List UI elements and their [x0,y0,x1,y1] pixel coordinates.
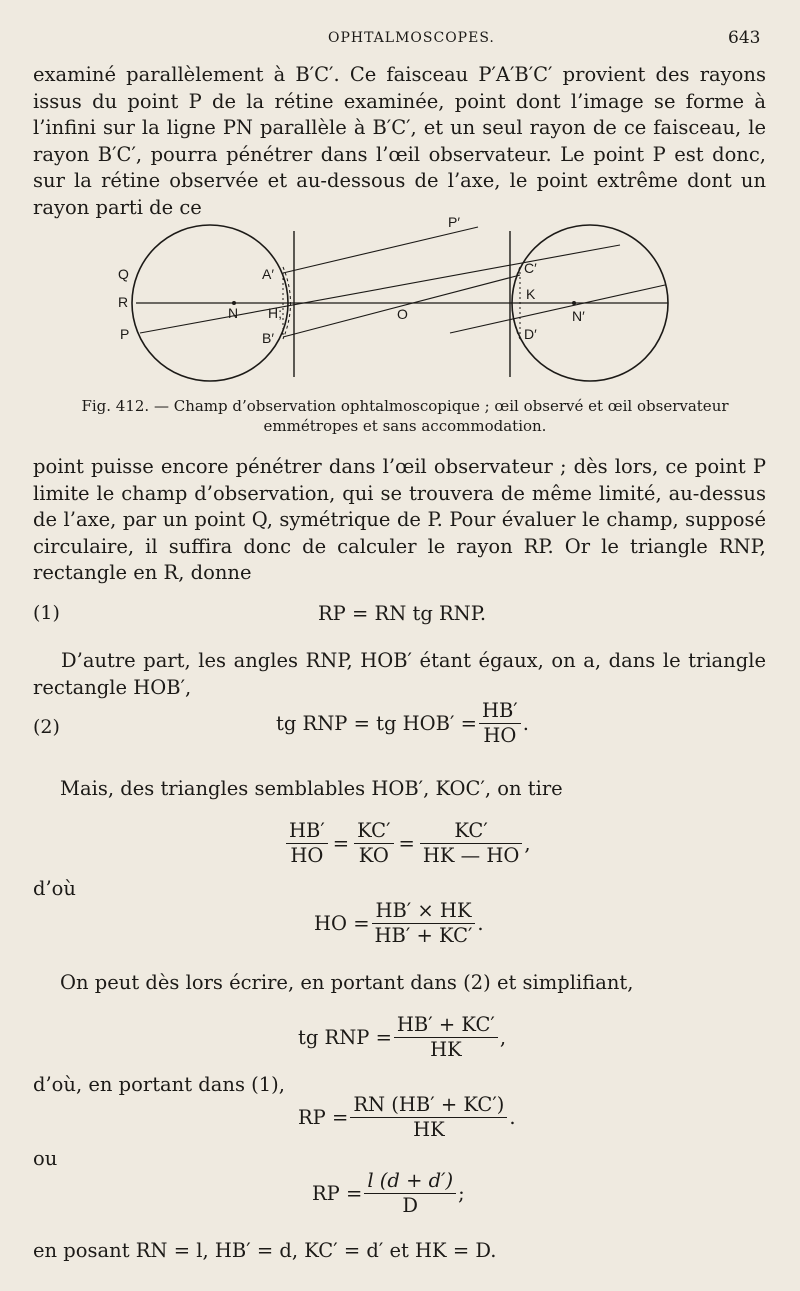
paragraph-3: D’autre part, les angles RNP, HOB′ étant égaux, on a, dans le triangle rectangle HOB′, [33,649,766,699]
fraction-denominator: D [402,1194,419,1217]
equation-5-expr [298,1014,506,1061]
line-dou-1: d’où [33,877,76,900]
label-H: H; [268,305,282,321]
label-B: B′ [262,330,274,346]
equation-4-fraction [372,900,476,947]
line-dou-2: d’où, en portant dans (1), [33,1073,285,1096]
equation-7-fraction [364,1170,456,1217]
equation-3-fraction-2 [354,820,393,867]
equation-3-end: , [524,832,531,855]
line-on-peut: On peut dès lors écrire, en portant dans (2) et simplifiant, [60,971,634,994]
paragraph-1: examiné parallèlement à B′C′. Ce faisceau P′A′B′C′ provient des rayons issus du point P de la rétine examinée, point dont l’image se forme à l’infini sur la ligne PN parallèle à B′C′, et un seul rayon de ce faisceau, le rayon B′C′, pourra pénétrer dans l’œil observateur. Le point P est donc, sur la rétine observée et au-dessous de l’axe, le point extrême dont un rayon parti de ce [33,63,766,219]
fraction-numerator: HB′ [286,820,328,844]
fraction-denominator: HK [413,1118,445,1141]
fraction-denominator: HO [483,724,517,747]
fraction-denominator: HK — HO [422,844,520,867]
ray-D-Nprime [450,285,665,333]
label-D: D′ [524,326,537,342]
equation-6-expr [298,1094,516,1141]
equation-7-expr [312,1170,465,1217]
equation-4-end: . [477,912,484,935]
caption-line-2: emmétropes et sans accommodation. [263,417,547,435]
equation-2-lhs: tg RNP = tg HOB′ = [276,712,477,735]
running-title: OPHTALMOSCOPES. [328,30,495,46]
label-P: P [120,326,130,342]
line-ou: ou [33,1147,58,1170]
fraction-denominator: HO [290,844,324,867]
fraction-numerator: l (d + d′) [364,1170,456,1194]
equation-7-end: ; [458,1182,465,1205]
fraction-numerator: HB′ [479,700,521,724]
label-K: K [526,286,536,302]
line-mais: Mais, des triangles semblables HOB′, KOC′, on tire [60,777,563,800]
fraction-numerator: RN (HB′ + KC′) [350,1094,507,1118]
fraction-denominator: HB′ + KC′ [374,924,473,947]
fraction-denominator: HK [430,1038,462,1061]
fraction-numerator: KC′ [420,820,522,844]
fraction-denominator: KO [358,844,389,867]
fraction-numerator: HB′ + KC′ [394,1014,498,1038]
page-number: 643 [728,28,761,48]
fraction-numerator: HB′ × HK [372,900,476,924]
line-last: en posant RN = l, HB′ = d, KC′ = d′ et HK = D. [33,1239,497,1262]
equation-1-expr: RP = RN tg RNP. [318,602,487,625]
page-header [0,30,800,54]
figure-caption [60,396,750,436]
equation-4-lhs: HO = [314,912,370,935]
figure-412 [100,215,700,385]
label-R: R [118,294,129,310]
point-Nprime [572,301,576,305]
label-O: O [397,306,408,322]
caption-line-1: Fig. 412. — Champ d’observation ophtalmoscopique ; œil observé et œil observateur [81,397,729,415]
equation-3-fraction-3 [420,820,522,867]
paragraph-2: point puisse encore pénétrer dans l’œil observateur ; dès lors, ce point P limite le champ d’observation, qui se trouvera de même limité, au-dessus de l’axe, par un point Q, symétrique de P. Pour évaluer le champ, supposé circulaire, il suffira donc de calculer le rayon RP. Or le triangle RNP, rectangle en R, donne [33,455,766,584]
eye-diagram [100,215,700,385]
equation-6-fraction [350,1094,507,1141]
equation-3-expr [284,820,531,867]
label-A: A′ [262,266,274,282]
label-C: C′ [524,260,537,276]
equation-2-end: . [522,712,529,735]
equation-6-lhs: RP = [298,1106,349,1129]
equation-6-end: . [509,1106,516,1129]
equation-5-lhs: tg RNP = [298,1026,392,1049]
equation-1-number: (1) [33,602,60,624]
label-Pprime: P′ [448,215,460,230]
equation-2-expr [276,700,529,747]
equation-5-end: , [499,1026,507,1049]
equals-sign: = [332,832,350,855]
label-Nprime: N′ [572,308,585,324]
ray-PN [140,245,620,333]
fraction-numerator: KC′ [354,820,393,844]
equation-4-expr [314,900,484,947]
equation-3-fraction-1 [286,820,328,867]
label-Q: Q [118,266,129,282]
label-N: N [228,305,239,321]
equation-2-fraction [479,700,521,747]
equation-5-fraction [394,1014,498,1061]
equals-sign: = [398,832,415,855]
equation-7-lhs: RP = [312,1182,363,1205]
equation-2-number: (2) [33,716,60,738]
ray-A-Pprime [283,227,478,273]
